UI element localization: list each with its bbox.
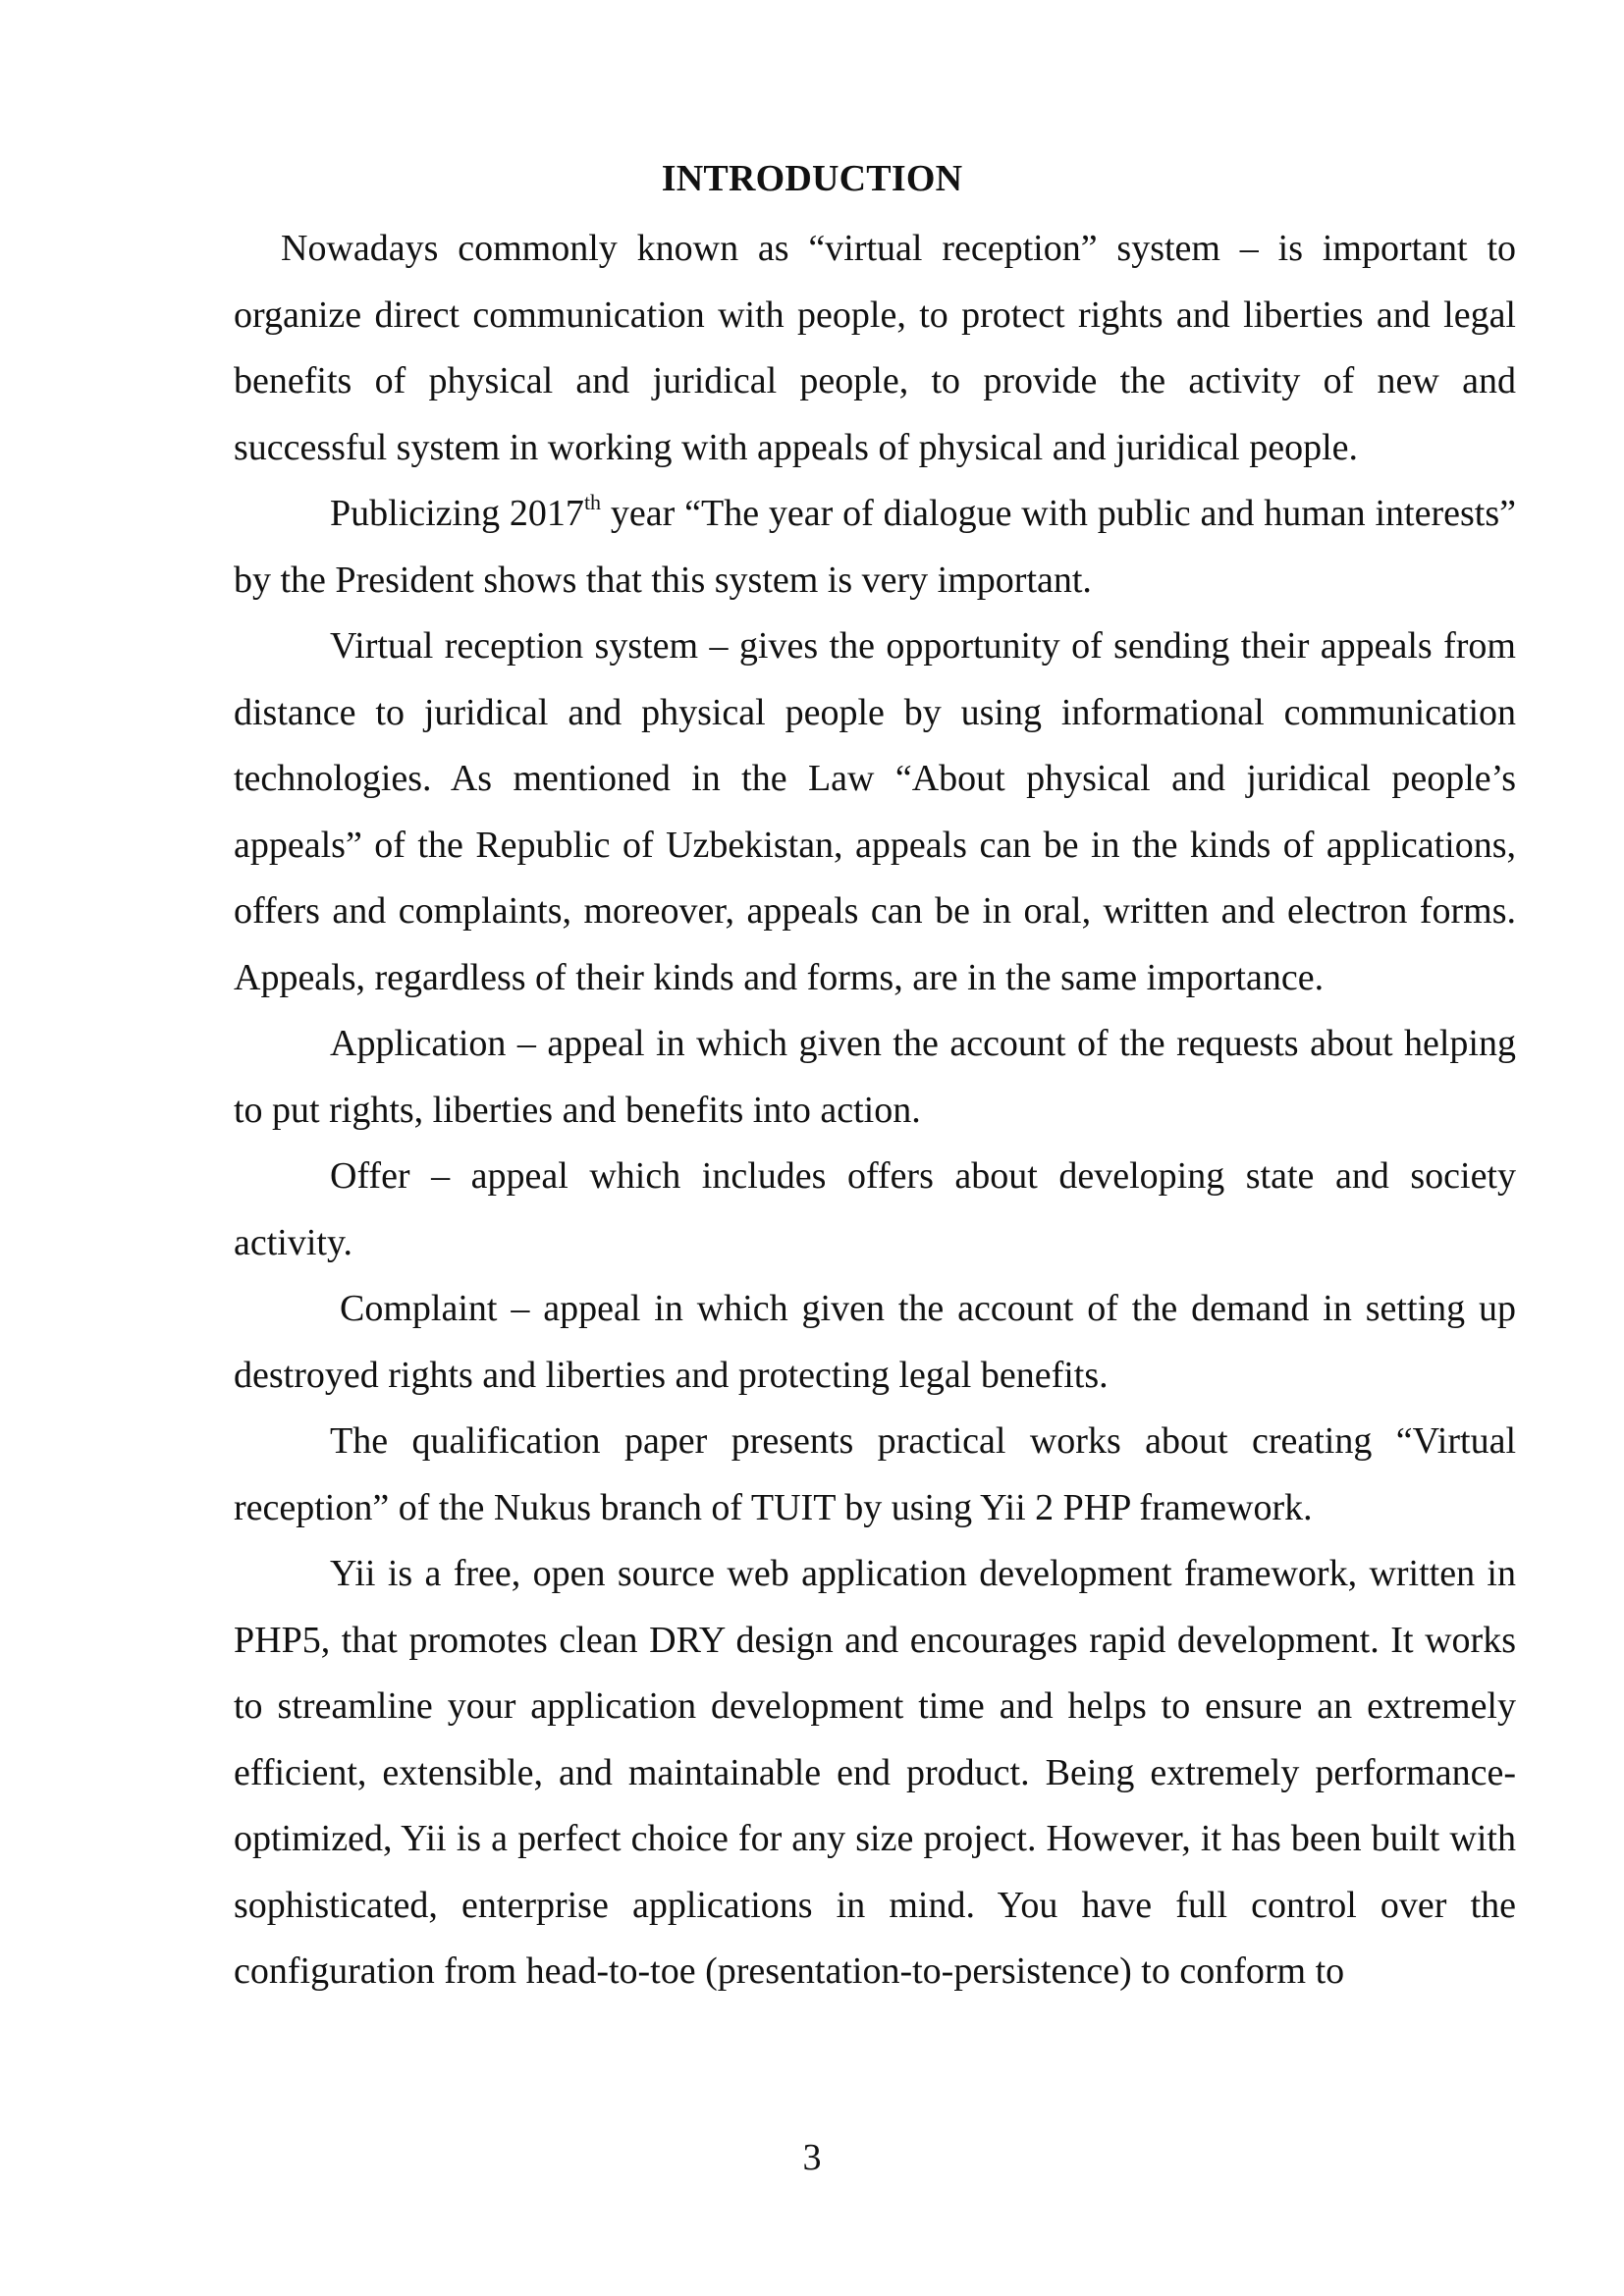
body-text: [234, 216, 1516, 2005]
paragraph-qualification-paper: The qualification paper presents practical works about creating “Virtual reception” of the Nukus branch of TUIT by using Yii 2 PHP framework.: [234, 1420, 1516, 1528]
paragraph-virtual-reception-definition: Virtual reception system – gives the opportunity of sending their appeals from distance to juridical and physical people by using informational communication technologies. As mentioned in the Law “About physical and juridical people’s appeals” of the Republic of Uzbekistan, appeals can be in the kinds of applications, offers and complaints, moreover, appeals can be in oral, written and electron forms. Appeals, regardless of their kinds and forms, are in the same importance.: [234, 625, 1516, 998]
page-number: 3: [802, 2137, 822, 2178]
year-continuation-text: year “The year of dialogue with public and human interests” by the President shows that this system is very important.: [234, 493, 1516, 601]
paragraph-application-definition: Application – appeal in which given the account of the requests about helping to put rights, liberties and benefits into action.: [234, 1023, 1516, 1131]
section-heading: INTRODUCTION: [661, 158, 963, 199]
paragraph-year-of-dialogue: [234, 481, 1516, 614]
paragraph-virtual-reception-importance: Nowadays commonly known as “virtual reception” system – is important to organize direct communication with people, to protect rights and liberties and legal benefits of physical and juridical people, to provide the activity of new and successful system in working with appeals of physical and juridical people.: [234, 228, 1516, 468]
paragraph-complaint-definition: Complaint – appeal in which given the account of the demand in setting up destroyed rights and liberties and protecting legal benefits.: [234, 1288, 1516, 1396]
paragraph-offer-definition: Offer – appeal which includes offers about developing state and society activity.: [234, 1155, 1516, 1263]
year-text: Publicizing 2017: [330, 493, 584, 534]
ordinal-superscript: th: [583, 490, 602, 514]
paragraph-yii-framework: Yii is a free, open source web application development framework, written in PHP5, that promotes clean DRY design and encourages rapid development. It works to streamline your application development time and helps to ensure an extremely efficient, extensible, and maintainable end product. Being extremely performance-optimized, Yii is a perfect choice for any size project. However, it has been built with sophisticated, enterprise applications in mind. You have full control over the configuration from head-to-toe (presentation-to-persistence) to conform to: [234, 1553, 1516, 1992]
